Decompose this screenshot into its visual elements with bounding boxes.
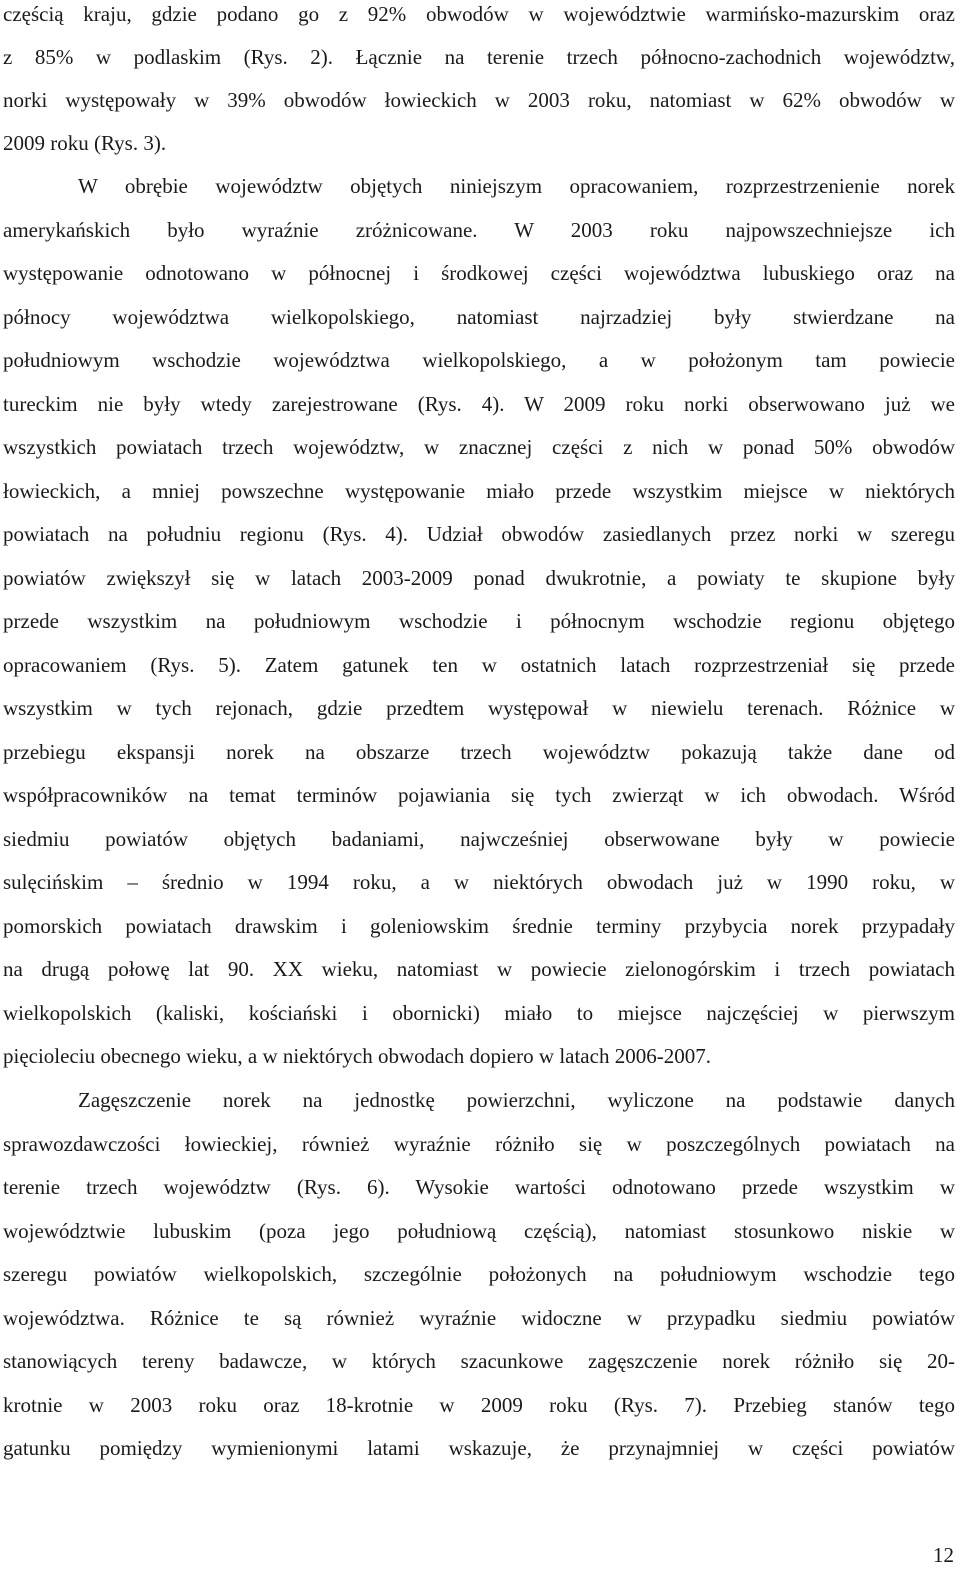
text-line: pięcioleciu obecnego wieku, a w niektórych obwodach dopiero w latach 2006-2007. (3, 1044, 711, 1068)
text-line: tureckim nie były wtedy zarejestrowane (Rys. 4). W 2009 roku norki obserwowano już we (3, 392, 955, 416)
text-line: gatunku pomiędzy wymienionymi latami wskazuje, że przynajmniej w części powiatów (3, 1436, 955, 1460)
text-line: przebiegu ekspansji norek na obszarze trzech województw pokazują także dane od (3, 740, 955, 764)
text-line: siedmiu powiatów objętych badaniami, najwcześniej obserwowane były w powiecie (3, 827, 955, 851)
text-line: współpracowników na temat terminów pojawiania się tych zwierząt w ich obwodach. Wśród (3, 783, 955, 807)
text-line: norki występowały w 39% obwodów łowieckich w 2003 roku, natomiast w 62% obwodów w (3, 88, 955, 112)
text-line: wielkopolskich (kaliski, kościański i obornicki) miało to miejsce najczęściej w pierwszym (3, 1001, 955, 1025)
text-line: sulęcińskim – średnio w 1994 roku, a w niektórych obwodach już w 1990 roku, w (3, 870, 955, 894)
text-line: na drugą połowę lat 90. XX wieku, natomiast w powiecie zielonogórskim i trzech powiatach (3, 957, 955, 981)
text-line: 2009 roku (Rys. 3). (3, 131, 167, 155)
text-line: wszystkim w tych rejonach, gdzie przedtem występował w niewielu terenach. Różnice w (3, 696, 955, 720)
text-line: południowym wschodzie województwa wielkopolskiego, a w położonym tam powiecie (3, 348, 955, 372)
text-line: sprawozdawczości łowieckiej, również wyraźnie różniło się w poszczególnych powiatach na (3, 1132, 955, 1156)
text-line: szeregu powiatów wielkopolskich, szczególnie położonych na południowym wschodzie tego (3, 1262, 955, 1286)
text-line: z 85% w podlaskim (Rys. 2). Łącznie na terenie trzech północno-zachodnich województw, (3, 45, 955, 69)
text-line: stanowiących tereny badawcze, w których szacunkowe zagęszczenie norek różniło się 20- (3, 1349, 955, 1373)
text-line: opracowaniem (Rys. 5). Zatem gatunek ten w ostatnich latach rozprzestrzeniał się przede (3, 653, 955, 677)
text-line: powiatach na południu regionu (Rys. 4). Udział obwodów zasiedlanych przez norki w szeregu (3, 522, 955, 546)
text-line: pomorskich powiatach drawskim i goleniowskim średnie terminy przybycia norek przypadały (3, 914, 955, 938)
text-line: łowieckich, a mniej powszechne występowanie miało przede wszystkim miejsce w niektórych (3, 479, 955, 503)
text-line: północy województwa wielkopolskiego, natomiast najrzadziej były stwierdzane na (3, 305, 955, 329)
text-line: przede wszystkim na południowym wschodzie i północnym wschodzie regionu objętego (3, 609, 955, 633)
text-line: W obrębie województw objętych niniejszym opracowaniem, rozprzestrzenienie norek (78, 174, 955, 198)
text-line: powiatów zwiększył się w latach 2003-2009 ponad dwukrotnie, a powiaty te skupione były (3, 566, 955, 590)
text-line: terenie trzech województw (Rys. 6). Wysokie wartości odnotowano przede wszystkim w (3, 1175, 955, 1199)
text-line: Zagęszczenie norek na jednostkę powierzchni, wyliczone na podstawie danych (78, 1088, 955, 1112)
text-line: województwie lubuskim (poza jego południową częścią), natomiast stosunkowo niskie w (3, 1219, 955, 1243)
text-line: krotnie w 2003 roku oraz 18-krotnie w 2009 roku (Rys. 7). Przebieg stanów tego (3, 1393, 955, 1417)
text-line: wszystkich powiatach trzech województw, w znacznej części z nich w ponad 50% obwodów (3, 435, 955, 459)
text-line: województwa. Różnice te są również wyraźnie widoczne w przypadku siedmiu powiatów (3, 1306, 955, 1330)
page-number: 12 (933, 1543, 954, 1567)
text-line: występowanie odnotowano w północnej i środkowej części województwa lubuskiego oraz na (3, 261, 955, 285)
text-line: częścią kraju, gdzie podano go z 92% obwodów w województwie warmińsko-mazurskim oraz (3, 2, 955, 26)
text-line: amerykańskich było wyraźnie zróżnicowane. W 2003 roku najpowszechniejsze ich (3, 218, 955, 242)
